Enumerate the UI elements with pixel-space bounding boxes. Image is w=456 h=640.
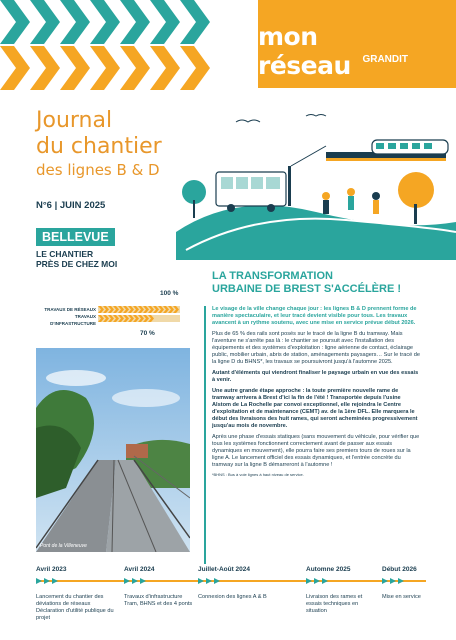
- site-subtitle-line2: PRÈS DE CHEZ MOI: [36, 259, 118, 269]
- article-title-line2: URBAINE DE BREST S'ACCÉLÈRE !: [212, 283, 402, 295]
- article-paragraph-1: Plus de 65 % des rails sont posés sur le tracé de la ligne B du tramway. Mais l'aventure ne s'arrête pas là : le chantier se poursuit avec l'installation des équipements et des systèmes d'exploitation : ligne aérienne de contact, éclairage public, mobilier urbain, abris de station, aménagements paysagers… Sur le tracé de la ligne D du BHNS*, les travaux se poursuivront jusqu'à l'automne 2025.: [212, 331, 421, 365]
- network-works-label: TRAVAUX DE RÉSEAUX: [44, 307, 96, 312]
- infra-works-label: TRAVAUX D'INFRASTRUCTURE: [50, 314, 96, 326]
- journal-title-line3: des lignes B & D: [36, 161, 160, 179]
- journal-title: [36, 108, 162, 180]
- timeline-desc-2: Travaux d'infrastructure Tram, BHNS et des 4 ponts: [124, 594, 193, 607]
- site-name-badge: BELLEVUE: [36, 228, 115, 246]
- timeline-date-1: Avril 2023: [36, 566, 67, 573]
- article-paragraph-2: Autant d'éléments qui viendront finaliser le paysage urbain en vue des essais à venir.: [212, 370, 419, 383]
- progress-block: [36, 290, 192, 340]
- timeline-desc-4: Livraison des rames et essais techniques en situation: [306, 594, 363, 614]
- article-title-line1: LA TRANSFORMATION: [212, 270, 333, 282]
- article-lede: Le visage de la ville change chaque jour : les lignes B & D prennent forme de manière spectaculaire, et leur tracé devient visible pour tous. Les travaux avancent à un rythme soutenu, avec une mise en service prévue début 2026.: [212, 306, 417, 326]
- timeline-date-5: Début 2026: [382, 566, 417, 573]
- timeline-date-2: Avril 2024: [124, 566, 155, 573]
- issue-number: N°6 | JUIN 2025: [36, 200, 106, 211]
- brand-block: [258, 0, 456, 88]
- journal-title-line2: du chantier: [36, 134, 162, 159]
- timeline-track: [36, 578, 426, 584]
- project-timeline: [36, 566, 426, 626]
- progress-bars: [98, 305, 180, 323]
- timeline-desc-3: Connexion des lignes A & B: [198, 594, 267, 600]
- article-title: [212, 270, 420, 296]
- article-footnote: *BHNS : Bus à voie lignes à haut niveau de service.: [212, 472, 304, 477]
- brand-subtitle: GRANDIT: [362, 54, 408, 65]
- city-illustration: [176, 112, 456, 260]
- header-chevrons: [0, 0, 210, 90]
- article-accent-bar: [204, 306, 206, 564]
- journal-title-line1: Journal: [36, 108, 113, 133]
- infra-progress-label: 70 %: [140, 330, 155, 337]
- timeline-desc-5: Mise en service: [382, 594, 421, 600]
- progress-labels: [36, 306, 96, 327]
- site-subtitle: [36, 249, 136, 269]
- brand-title: mon réseau: [258, 22, 351, 80]
- article-paragraph-3: Une autre grande étape approche : la toute première nouvelle rame de tramway arrivera à Brest d'ici la fin de l'été ! Transportée depuis l'usine Alstom de La Rochelle par convoi exceptionnel, elle rejoindra le Centre d'exploitation et de maintenance (CEMT) av. de la 1ère DFL. Elle marquera le début des livraisons des huit rames, qui seront acheminées progressivement jusqu'au mois de novembre.: [212, 388, 418, 429]
- timeline-desc-1: Lancement du chantier des déviations de réseaux Déclaration d'utilité publique du projet: [36, 594, 114, 621]
- timeline-date-3: Juillet-Août 2024: [198, 566, 251, 573]
- main-article: [212, 270, 420, 477]
- site-subtitle-line1: LE CHANTIER: [36, 249, 94, 259]
- article-paragraph-4: Après une phase d'essais statiques (sans mouvement du véhicule, pour vérifier que tous les systèmes fonctionnent correctement avant de passer aux essais dynamiques en mouvement), elle pourra faire ses premiers tours de roues sur la ligne A. Le lancement officiel des essais dynamiques, et l'entrée concrète du tramway sur la ligne B démarreront à l'automne !: [212, 434, 420, 468]
- timeline-date-4: Automne 2025: [306, 566, 351, 573]
- bridge-photo: [36, 348, 190, 552]
- network-progress-label: 100 %: [160, 290, 179, 297]
- photo-caption: Pont de la Villeneuve: [40, 543, 87, 549]
